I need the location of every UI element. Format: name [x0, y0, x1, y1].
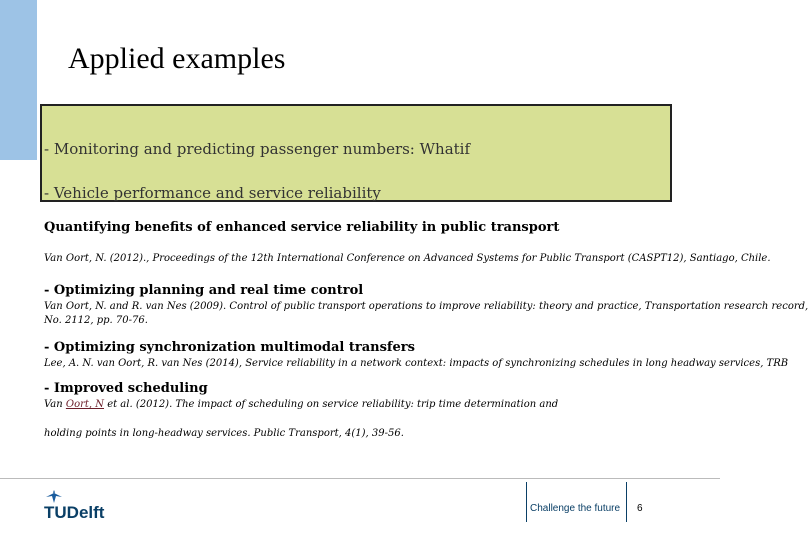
reference-trr-line2: No. 2112, pp. 70-76.: [44, 315, 148, 326]
author-link[interactable]: Oort, N: [65, 399, 105, 410]
slide-title: Applied examples: [68, 42, 286, 75]
section-heading-scheduling: - Improved scheduling: [44, 381, 208, 396]
reference-scheduling-line2: holding points in long-headway services. Public Transport, 4(1), 39-56.: [44, 428, 404, 439]
section-heading-synchronization: - Optimizing synchronization multimodal transfers: [44, 340, 415, 355]
footer-separator-right: [626, 482, 627, 522]
footer-tagline: Challenge the future: [530, 503, 621, 514]
reference-trb: Lee, A. N. van Oort, R. van Nes (2014), Service reliability in a network context: impacts of synchronizing schedules in long headway services, TRB: [44, 358, 789, 369]
highlight-line-monitoring: - Monitoring and predicting passenger numbers: Whatif: [44, 140, 471, 158]
sidebar-accent-bar: [0, 0, 37, 160]
section-heading-planning-control: - Optimizing planning and real time control: [44, 283, 364, 298]
page-number: 6: [637, 503, 643, 514]
reference-caspt12: Van Oort, N. (2012)., Proceedings of the 12th International Conference on Advanced Systems for Public Transport (CASPT12), Santiago, Chile.: [44, 253, 771, 264]
footer-divider: [0, 478, 720, 479]
footer-separator-left: [526, 482, 527, 522]
tudelft-logo: [42, 489, 122, 521]
reference-scheduling-line1: [44, 398, 558, 412]
highlight-box: [40, 104, 672, 202]
logo-text: TUDelft: [44, 503, 105, 522]
reference-trr-line1: Van Oort, N. and R. van Nes (2009). Control of public transport operations to improve reliability: theory and practice, Transportation research record,: [44, 301, 808, 312]
flame-icon: [46, 490, 62, 503]
reference-scheduling-prefix: Van: [44, 399, 66, 410]
reference-scheduling-suffix: et al. (2012). The impact of scheduling on service reliability: trip time determination and: [104, 399, 559, 410]
section-heading-reliability-benefits: Quantifying benefits of enhanced service reliability in public transport: [44, 220, 560, 235]
highlight-line-vehicle-performance: - Vehicle performance and service reliability: [44, 184, 381, 202]
